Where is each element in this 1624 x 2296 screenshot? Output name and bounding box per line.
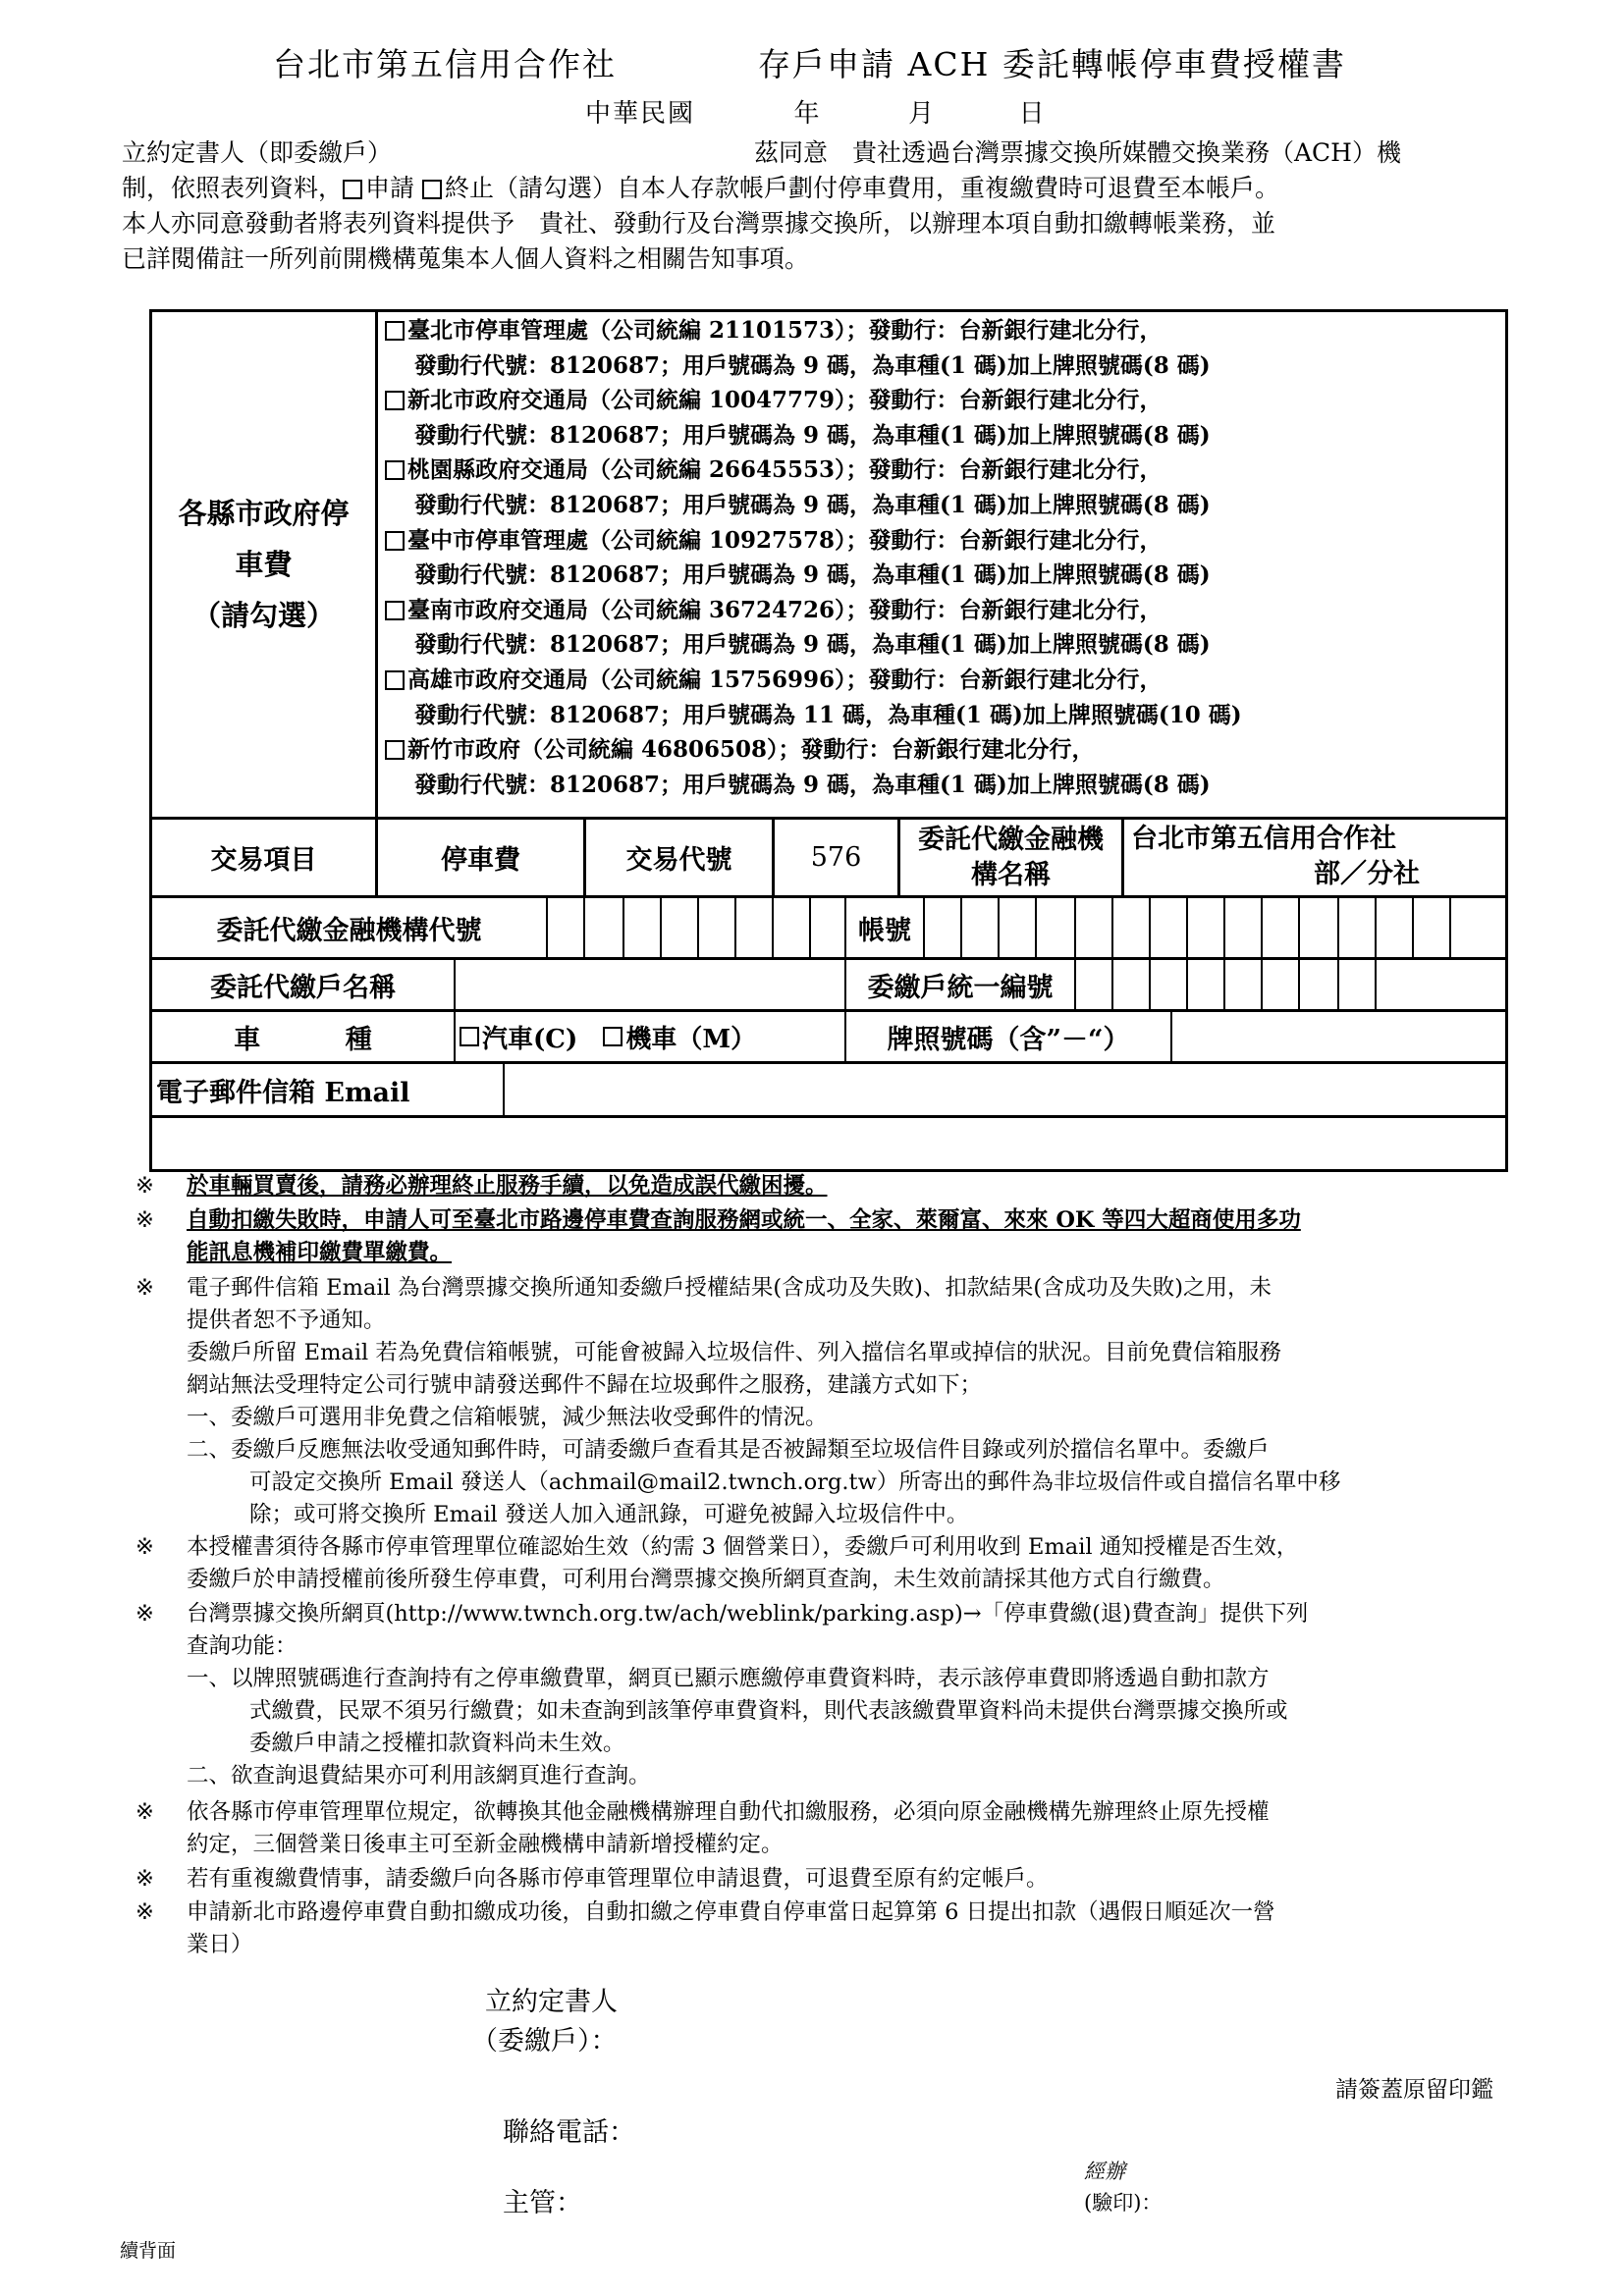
agency-item: 新北市政府交通局（公司統編 10047779）；發動行：台新銀行建北分行， 發動行代號：8120687；用戶號碼為 9 碼，為車種(1 碼)加上牌照號碼(8 碼) bbox=[385, 383, 1494, 453]
payer-name-input[interactable] bbox=[456, 960, 844, 1009]
motorcycle-option-label: 機車（M） bbox=[625, 1024, 757, 1054]
intro-line-4: 已詳閱備註一所列前開機構蒐集本人個人資料之相關告知事項。 bbox=[122, 244, 810, 273]
vehicle-type-label: 車 種 bbox=[234, 1024, 372, 1055]
agency-checkbox[interactable] bbox=[385, 670, 405, 690]
account-label: 帳號 bbox=[858, 915, 911, 946]
authorization-form-table bbox=[149, 309, 1508, 1209]
car-option-label: 汽車(C) bbox=[482, 1024, 578, 1054]
txn-code-value: 576 bbox=[810, 842, 862, 873]
intro-line-3: 本人亦同意發動者將表列資料提供予 貴社、發動行及台灣票據交換所，以辦理本項自動扣繳轉帳業務，並 bbox=[122, 209, 1276, 238]
date-day: 日 bbox=[1018, 99, 1047, 129]
agency-checkbox[interactable] bbox=[385, 740, 405, 760]
agency-item: 高雄市政府交通局（公司統編 15756996）；發動行：台新銀行建北分行， 發動行代號：8120687；用戶號碼為 11 碼，為車種(1 碼)加上牌照號碼(10 碼) bbox=[385, 663, 1494, 732]
county-fee-label: 各縣市政府停 車費 （請勾選） bbox=[178, 497, 350, 632]
agency-item: 臺南市政府交通局（公司統編 36724726）；發動行：台新銀行建北分行， 發動行代號：8120687；用戶號碼為 9 碼，為車種(1 碼)加上牌照號碼(8 碼) bbox=[385, 593, 1494, 663]
note-4: ※ 本授權書須待各縣市停車管理單位確認始生效（約需 3 個營業日），委繳戶可利用收到 Email 通知授權是否生效， 委繳戶於申請授權前後所發生停車費，可利用台灣票據交換所網頁查詢，未生效前請採其他方式自行繳費。 bbox=[135, 1534, 1299, 1592]
agency-item: 臺中市停車管理處（公司統編 10927578）；發動行：台新銀行建北分行， 發動行代號：8120687；用戶號碼為 9 碼，為車種(1 碼)加上牌照號碼(8 碼) bbox=[385, 523, 1494, 593]
signer-signature-field[interactable] bbox=[638, 2042, 1326, 2081]
note-6: ※ 依各縣市停車管理單位規定，欲轉換其他金融機構辦理自動代扣繳服務，必須向原金融機構先辦理終止原先授權 約定，三個營業日後車主可至新金融機構申請新增授權約定。 bbox=[135, 1799, 1270, 1857]
motorcycle-checkbox[interactable] bbox=[603, 1027, 623, 1046]
agency-item: 新竹市政府（公司統編 46806508）；發動行：台新銀行建北分行， 發動行代號：8120687；用戶號碼為 9 碼，為車種(1 碼)加上牌照號碼(8 碼) bbox=[385, 732, 1494, 802]
note-1: ※ 於車輛買賣後，請務必辦理終止服務手續，以免造成誤代繳困擾。 bbox=[135, 1173, 828, 1199]
intro-line-1: 立約定書人（即委繳戶） 茲同意 貴社透過台灣票據交換所媒體交換業務（ACH）機 bbox=[122, 138, 1401, 167]
note-7: ※ 若有重複繳費情事，請委繳戶向各縣市停車管理單位申請退費，可退費至原有約定帳戶。 bbox=[135, 1866, 1049, 1892]
vehicle-options bbox=[460, 1012, 756, 1061]
bank-name-label: 委託代繳金融機 構名稱 bbox=[918, 824, 1104, 890]
bank-code-input[interactable] bbox=[548, 898, 844, 957]
seal-note: 請簽蓋原留印鑑 bbox=[1335, 2077, 1493, 2103]
date-line bbox=[585, 93, 1047, 130]
payer-id-label: 委繳戶統一編號 bbox=[867, 972, 1054, 1003]
plate-number-input[interactable] bbox=[1172, 1012, 1505, 1061]
form-title: 存戶申請 ACH 委託轉帳停車費授權書 bbox=[758, 45, 1346, 83]
email-input[interactable] bbox=[505, 1064, 1505, 1115]
email-label: 電子郵件信箱 Email bbox=[156, 1077, 410, 1108]
note-8: ※ 申請新北市路邊停車費自動扣繳成功後，自動扣繳之停車費自停車當日起算第 6 日提出扣款（遇假日順延次一營 業日） bbox=[135, 1899, 1275, 1957]
txn-code-label: 交易代號 bbox=[625, 845, 732, 876]
bank-name-value: 台北市第五信用合作社 部／分社 bbox=[1131, 822, 1420, 892]
txn-item-label: 交易項目 bbox=[210, 845, 317, 876]
note-2: ※ 自動扣繳失敗時，申請人可至臺北市路邊停車費查詢服務網或統一、全家、萊爾富、來來 OK 等四大超商使用多功 能訊息機補印繳費單繳費。 bbox=[135, 1207, 1301, 1265]
phone-field[interactable] bbox=[648, 2109, 1139, 2148]
signer-label: 立約定書人 （委繳戶）： bbox=[471, 1987, 618, 2056]
supervisor-label: 主管： bbox=[503, 2188, 582, 2218]
account-input[interactable] bbox=[925, 898, 1505, 957]
bank-code-label: 委託代繳金融機構代號 bbox=[216, 915, 482, 946]
agency-item: 臺北市停車管理處（公司統編 21101573）；發動行：台新銀行建北分行， 發動行代號：8120687；用戶號碼為 9 碼，為車種(1 碼)加上牌照號碼(8 碼) bbox=[385, 313, 1494, 383]
agency-checkbox[interactable] bbox=[385, 531, 405, 551]
agency-list bbox=[385, 313, 1494, 802]
agency-checkbox[interactable] bbox=[385, 391, 405, 410]
payer-id-input[interactable] bbox=[1076, 960, 1505, 1009]
intro-line-2: 制，依照表列資料， 申請 終止（請勾選）自本人存款帳戶劃付停車費用，重複繳費時可退費至本帳戶。 bbox=[122, 174, 1279, 202]
date-prefix: 中華民國 bbox=[585, 99, 696, 129]
txn-item-value: 停車費 bbox=[441, 845, 520, 876]
branch-suffix: 部／分社 bbox=[1314, 859, 1420, 889]
phone-label: 聯絡電話： bbox=[503, 2117, 635, 2148]
handler-label: 經辦 (驗印)： bbox=[1084, 2160, 1163, 2215]
agency-item: 桃園縣政府交通局（公司統編 26645553）；發動行：台新銀行建北分行， 發動行代號：8120687；用戶號碼為 9 碼，為車種(1 碼)加上牌照號碼(8 碼) bbox=[385, 453, 1494, 522]
agency-checkbox[interactable] bbox=[385, 321, 405, 341]
supervisor-field[interactable] bbox=[589, 2177, 982, 2216]
note-5: ※ 台灣票據交換所網頁(http://www.twnch.org.tw/ach/weblink/parking.asp)→「停車費繳(退)費查詢」提供下列 查詢功能： 一、以牌照號碼進行查詢持有之停車繳費單，網頁已顯示應繳停車費資料時，表示該停車費即將透過自動扣款方 式繳費，民眾不須另行繳費；如未查詢到該筆停車費資料，則代表該繳費單資料尚未提供台灣票據交換所或 委繳戶申請之授權扣款資料尚未生效。 二、欲查詢退費結果亦可利用該網頁進行查詢。 bbox=[135, 1601, 1309, 1789]
date-year: 年 bbox=[793, 99, 822, 129]
plate-number-label: 牌照號碼（含”－“） bbox=[887, 1024, 1130, 1055]
note-3: ※ 電子郵件信箱 Email 為台灣票據交換所通知委繳戶授權結果(含成功及失敗)、扣款結果(含成功及失敗)之用，未 提供者恕不予通知。 委繳戶所留 Email 若為免費信箱帳號，可能會被歸入垃圾信件、列入擋信名單或掉信的狀況。目前免費信箱服務 網站無法受理特定公司行號申請發送郵件不歸在垃圾郵件之服務，建議方式如下； 一、委繳戶可選用非免費之信箱帳號，減少無法收受郵件的情況。 二、委繳戶反應無法收受通知郵件時，可請委繳戶查看其是否被歸類至垃圾信件目錄或列於擋信名單中。委繳戶 可設定交換所 Email 發送人（achmail@mail2.twnch.org.tw）所寄出的郵件為非垃圾信件或自擋信名單中移 除；或可將交換所 Email 發送人加入通訊錄，可避免被歸入垃圾信件中。 bbox=[135, 1275, 1341, 1527]
car-checkbox[interactable] bbox=[460, 1027, 479, 1046]
agency-checkbox[interactable] bbox=[385, 460, 405, 480]
apply-checkbox[interactable] bbox=[343, 180, 362, 199]
coop-name: 台北市第五信用合作社 bbox=[273, 45, 617, 83]
payer-name-label: 委託代繳戶名稱 bbox=[210, 972, 396, 1003]
terminate-checkbox[interactable] bbox=[422, 180, 442, 199]
date-month: 月 bbox=[908, 99, 937, 129]
continue-on-back: 續背面 bbox=[120, 2240, 177, 2262]
agency-checkbox[interactable] bbox=[385, 601, 405, 620]
